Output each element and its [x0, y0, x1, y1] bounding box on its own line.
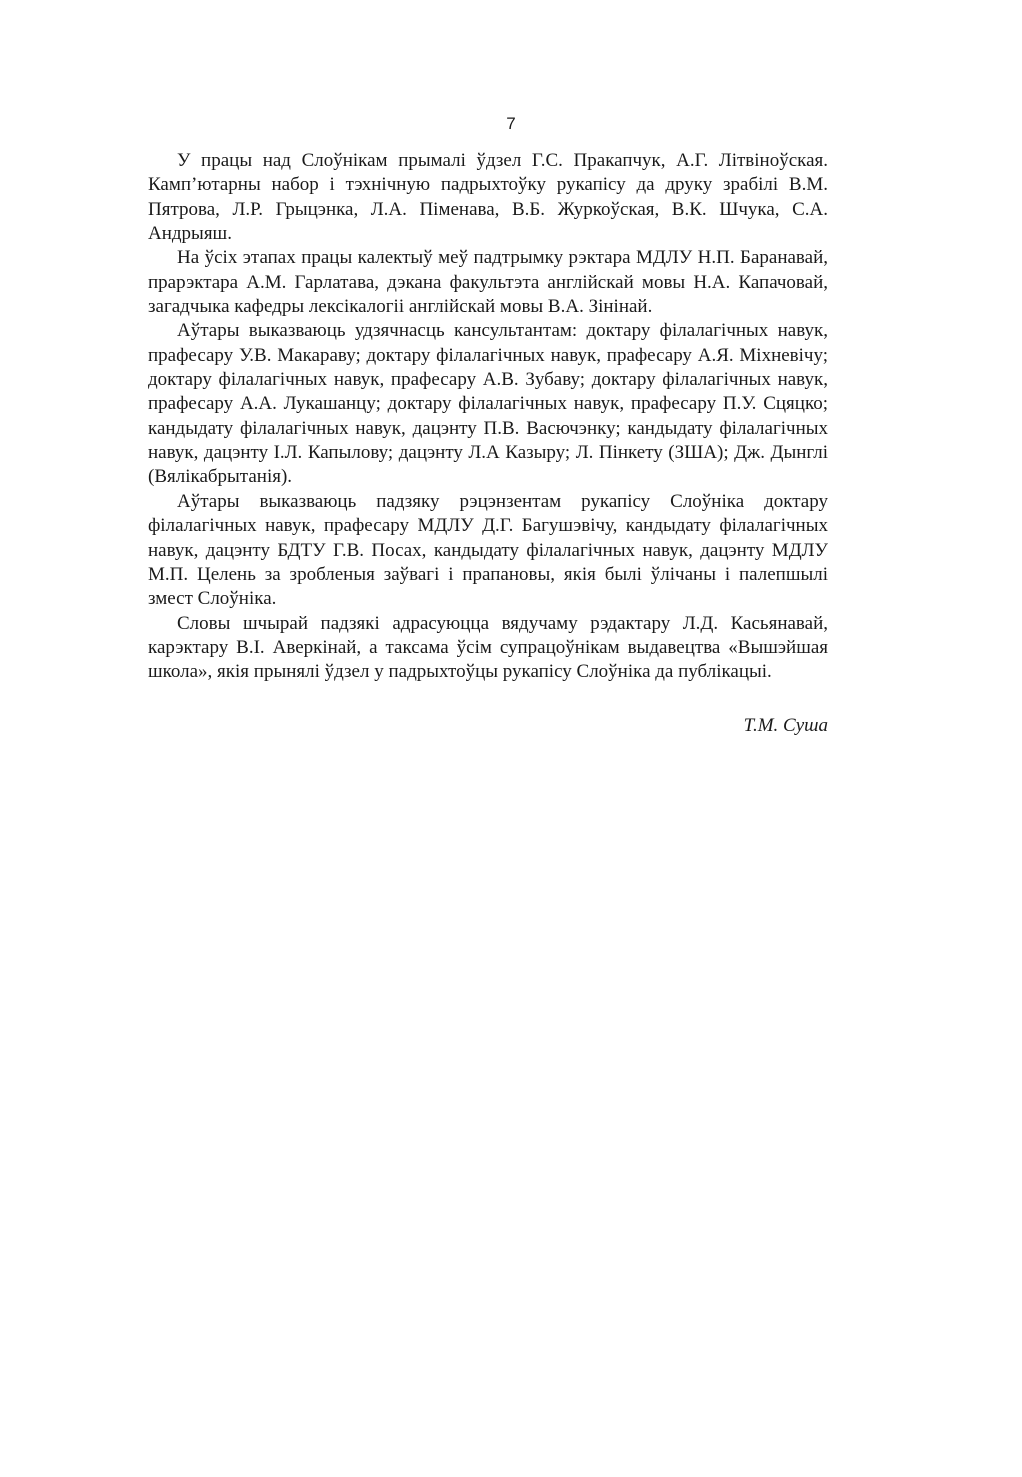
acknowledgements-text — [148, 149, 828, 685]
paragraph-reviewers: Аўтары выказваюць падзяку рэцэнзентам рукапісу Слоўніка доктару філалагічных навук, прафесару МДЛУ Д.Г. Багушэвічу, кандыдату філалагічных навук, дацэнту БДТУ Г.В. Посах, кандыдату філалагічных навук, дацэнту МДЛУ М.П. Целень за зробленыя заўвагі і прапановы, якія былі ўлічаны і палепшылі змест Слоўніка. — [148, 490, 828, 610]
paragraph-contributors: У працы над Слоўнікам прымалі ўдзел Г.С. Пракапчук, А.Г. Літвіноўская. Камп’ютарны набор і тэхнічную падрыхтоўку рукапісу да друку зрабілі В.М. Пятрова, Л.Р. Грыцэнка, Л.А. Піменава, В.Б. Журкоўская, В.К. Шчука, С.А. Андрыяш. — [148, 150, 828, 245]
paragraph-publisher: Словы шчырай падзякі адрасуюцца вядучаму рэдактару Л.Д. Касьянавай, карэктару В.І. Аверкінай, а таксама ўсім супрацоўнікам выдавецтва «Вышэйшая школа», якія прынялі ўдзел у падрыхтоўцы рукапісу Слоўніка да публікацыі. — [148, 612, 828, 683]
page-number: 7 — [506, 114, 516, 133]
paragraph-consultants: Аўтары выказваюць удзячнасць кансультантам: доктару філалагічных навук, прафесару У.В. Макараву; доктару філалагічных навук, прафесару А.Я. Міхневічу; доктару філалагічных навук, прафесару А.В. Зубаву; доктару філалагічных навук, прафесару А.А. Лукашанцу; доктару філалагічных навук, прафесару П.У. Сцяцко; кандыдату філалагічных навук, дацэнту П.В. Васючэнку; кандыдату філалагічных навук, дацэнту І.Л. Капылову; дацэнту Л.А Казыру; Л. Пінкету (ЗША); Дж. Дынглі (Вялікабрытанія). — [148, 320, 828, 488]
paragraph-support: На ўсіх этапах працы калектыў меў падтрымку рэктара МДЛУ Н.П. Баранавай, прарэктара А.М. Гарлатава, дэкана факультэта англійскай мовы Н.А. Капачовай, загадчыка кафедры лексікалогіі англійскай мовы В.А. Зінінай. — [148, 247, 828, 318]
author-signature: Т.М. Суша — [743, 715, 828, 736]
